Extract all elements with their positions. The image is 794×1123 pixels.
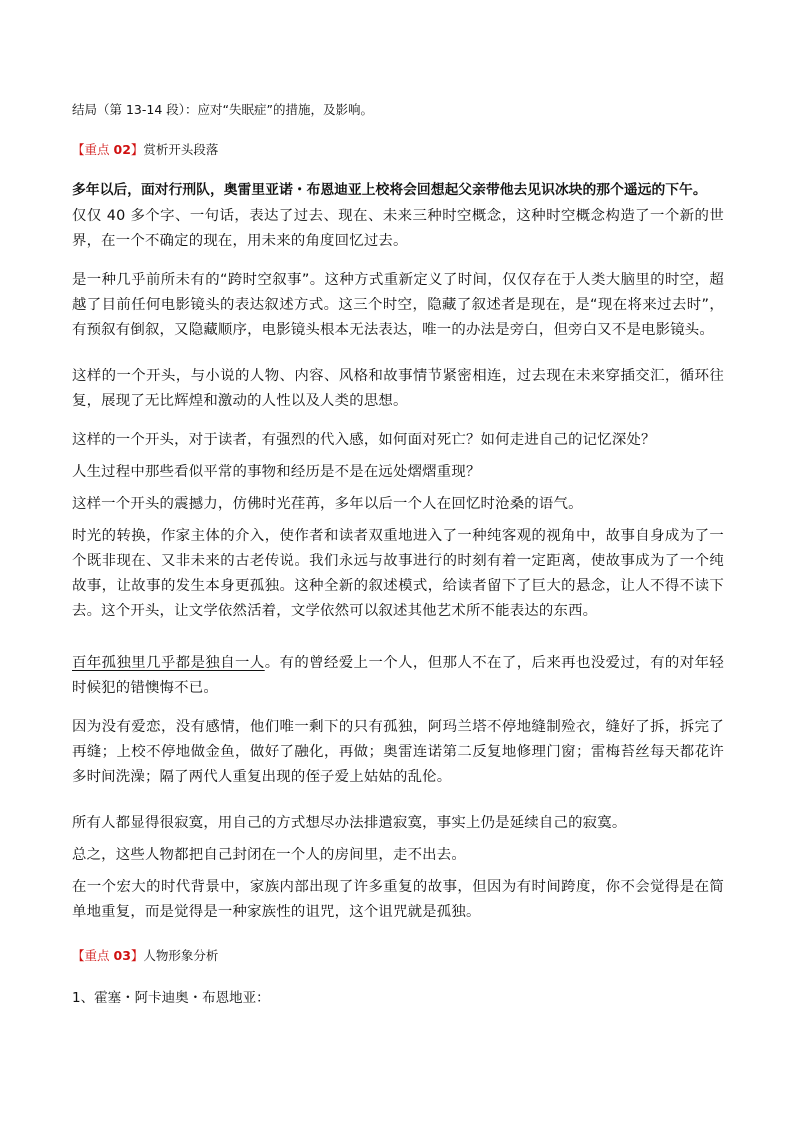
section-title-02: 赏析开头段落 <box>143 142 219 157</box>
paragraph-7: 时光的转换，作家主体的介入，使作者和读者双重地进入了一种纯客观的视角中，故事自身成为了一个既非现在、又非未来的古老传说。我们永远与故事进行的时刻有着一定距离，使故事成为了一个纯故事，让故事的发生本身更孤独。这种全新的叙述模式，给读者留下了巨大的悬念，让人不得不读下去。这个开头，让文学依然活着，文学依然可以叙述其他艺术所不能表达的东西。 <box>72 528 724 619</box>
underlined-phrase: 百年孤独里几乎都是独自一人 <box>72 655 265 671</box>
paragraph-9: 因为没有爱恋，没有感情，他们唯一剩下的只有孤独，阿玛兰塔不停地缝制殓衣，缝好了拆，拆完了再缝；上校不停地做金鱼，做好了融化，再做；奥雷连诺第二反复地修理门窗；雷梅苔丝每天都花许多时间洗澡；隔了两代人重复出现的侄子爱上姑姑的乱伦。 <box>72 719 724 785</box>
paragraph-4: 这样的一个开头，对于读者，有强烈的代入感，如何面对死亡？如何走进自己的记忆深处？ <box>72 432 656 448</box>
section-tag-02: 【重点 02】 <box>72 142 144 157</box>
paragraph-6: 这样一个开头的震撼力，仿佛时光荏苒，多年以后一个人在回忆时沧桑的语气。 <box>72 496 583 512</box>
paragraph-12: 在一个宏大的时代背景中，家族内部出现了许多重复的故事，但因为有时间跨度，你不会觉得是在简单地重复，而是觉得是一种家族性的诅咒，这个诅咒就是孤独。 <box>72 879 724 920</box>
paragraph-1: 仅仅 40 多个字、一句话，表达了过去、现在、未来三种时空概念，这种时空概念构造了一个新的世界，在一个不确定的现在，用未来的角度回忆过去。 <box>72 208 724 249</box>
paragraph-3: 这样的一个开头，与小说的人物、内容、风格和故事情节紧密相连，过去现在未来穿插交汇，循环往复，展现了无比辉煌和激动的人性以及人类的思想。 <box>72 368 724 409</box>
paragraph-8: 百年孤独里几乎都是独自一人。有的曾经爱上一个人，但那人不在了，后来再也没爱过，有的对年轻时候犯的错懊悔不已。 <box>72 655 724 696</box>
section-heading-02 <box>72 140 218 158</box>
paragraph-2: 是一种几乎前所未有的“跨时空叙事”。这种方式重新定义了时间，仅仅存在于人类大脑里的时空，超越了目前任何电影镜头的表达叙述方式。这三个时空，隐藏了叙述者是现在，是“现在将来过去时”，有预叙有倒叙，又隐藏顺序，电影镜头根本无法表达，唯一的办法是旁白，但旁白又不是电影镜头。 <box>72 272 724 338</box>
paragraph-10: 所有人都显得很寂寞，用自己的方式想尽办法排遣寂寞，事实上仍是延续自己的寂寞。 <box>72 815 627 831</box>
paragraph-5: 人生过程中那些看似平常的事物和经历是不是在远处熠熠重现？ <box>72 464 481 480</box>
paragraph-11: 总之，这些人物都把自己封闭在一个人的房间里，走不出去。 <box>72 847 466 863</box>
section-title-03: 人物形象分析 <box>143 948 219 963</box>
list-item-1: 1、霍塞・阿卡迪奥・布恩地亚： <box>72 990 270 1006</box>
intro-line: 结局（第 13-14 段）：应对“失眠症”的措施，及影响。 <box>72 102 373 117</box>
section-tag-03: 【重点 03】 <box>72 948 144 963</box>
opening-quote: 多年以后，面对行刑队，奥雷里亚诺・布恩迪亚上校将会回想起父亲带他去见识冰块的那个遥远的下午。 <box>72 182 707 198</box>
section-heading-03 <box>72 946 218 964</box>
